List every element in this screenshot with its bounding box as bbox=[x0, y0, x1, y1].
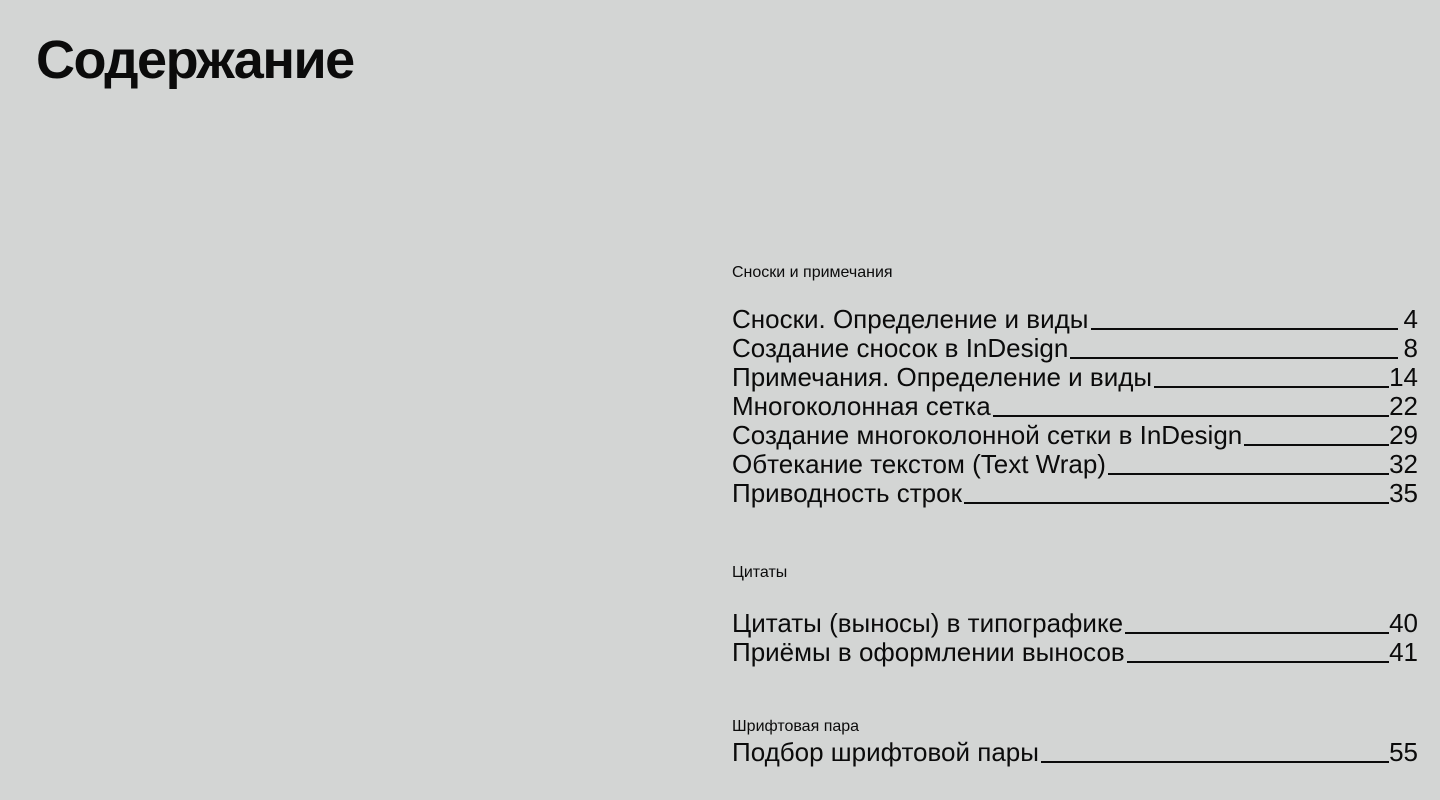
toc-entry-title: Создание сносок в InDesign bbox=[732, 333, 1069, 363]
leader-line bbox=[1244, 444, 1389, 446]
toc-entry[interactable] bbox=[732, 392, 1418, 421]
toc-entry-title: Цитаты (выносы) в типографике bbox=[732, 608, 1124, 638]
toc-entry-title: Многоколонная сетка bbox=[732, 391, 991, 421]
toc-entry-page: 41 bbox=[1389, 637, 1418, 667]
toc-entry-title: Приводность строк bbox=[732, 478, 962, 508]
toc-entry[interactable] bbox=[732, 638, 1418, 667]
toc-entry-title: Сноски. Определение и виды bbox=[732, 304, 1089, 334]
leader-line bbox=[993, 415, 1389, 417]
toc-entry-title: Подбор шрифтовой пары bbox=[732, 737, 1039, 767]
toc-entry-list bbox=[732, 609, 1418, 667]
toc-entry[interactable] bbox=[732, 421, 1418, 450]
toc-entry[interactable] bbox=[732, 305, 1418, 334]
leader-line bbox=[1041, 761, 1389, 763]
toc-entry[interactable] bbox=[732, 363, 1418, 392]
toc-section-footnotes bbox=[732, 263, 1418, 508]
toc-entry-page: 8 bbox=[1403, 333, 1418, 363]
toc-entry-title: Обтекание текстом (Text Wrap) bbox=[732, 449, 1106, 479]
toc-entry-page: 55 bbox=[1389, 737, 1418, 767]
toc-entry-page: 32 bbox=[1389, 449, 1418, 479]
leader-line bbox=[1127, 661, 1389, 663]
leader-line bbox=[1108, 473, 1389, 475]
toc-entry-page: 29 bbox=[1389, 420, 1418, 450]
toc-entry-page: 4 bbox=[1403, 304, 1418, 334]
toc-entry-title: Примечания. Определение и виды bbox=[732, 362, 1153, 392]
toc-entry-title: Создание многоколонной сетки в InDesign bbox=[732, 420, 1243, 450]
page-title: Содержание bbox=[36, 30, 354, 90]
toc-entry-list bbox=[732, 738, 1418, 767]
toc-entry[interactable] bbox=[732, 450, 1418, 479]
leader-line bbox=[1070, 357, 1398, 359]
leader-line bbox=[1125, 632, 1389, 634]
toc-section-quotes bbox=[732, 563, 1418, 667]
toc-entry-title: Приёмы в оформлении выносов bbox=[732, 637, 1125, 667]
toc-entry-page: 14 bbox=[1389, 362, 1418, 392]
toc-entry-page: 35 bbox=[1389, 478, 1418, 508]
leader-line bbox=[964, 502, 1389, 504]
section-title: Цитаты bbox=[732, 564, 788, 581]
toc-entry-page: 22 bbox=[1389, 391, 1418, 421]
toc-entry[interactable] bbox=[732, 334, 1418, 363]
toc-entry[interactable] bbox=[732, 609, 1418, 638]
leader-line bbox=[1091, 328, 1399, 330]
section-title: Шрифтовая пара bbox=[732, 718, 860, 735]
toc-entry[interactable] bbox=[732, 479, 1418, 508]
toc-section-font-pair bbox=[732, 717, 1418, 767]
toc-entry-page: 40 bbox=[1389, 608, 1418, 638]
leader-line bbox=[1154, 386, 1389, 388]
section-title: Сноски и примечания bbox=[732, 264, 893, 281]
toc-entry-list bbox=[732, 305, 1418, 508]
toc-entry[interactable] bbox=[732, 738, 1418, 767]
